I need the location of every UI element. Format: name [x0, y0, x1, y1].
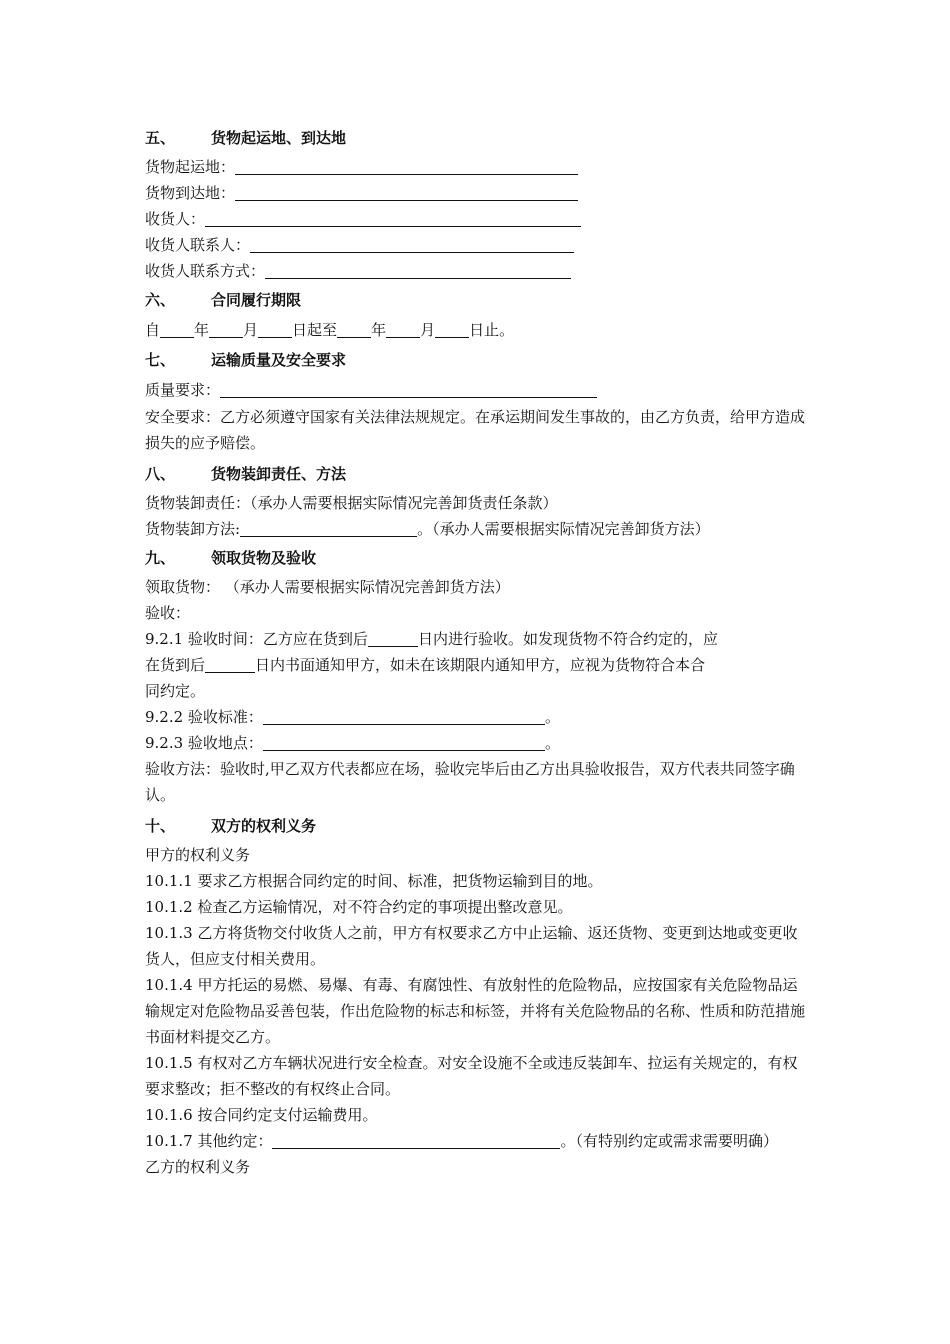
term-text: 年 — [194, 321, 210, 339]
section-6-heading — [145, 284, 810, 316]
origin-label: 货物起运地： — [145, 158, 236, 176]
period: 。 — [544, 708, 560, 726]
term-text: 月 — [420, 321, 436, 339]
clause-10-1-1: 10.1.1 要求乙方根据合同约定的时间、标准，把货物运输到目的地。 — [145, 872, 603, 890]
loading-method-field[interactable] — [240, 518, 417, 537]
consignee-row — [145, 206, 810, 232]
section-10-heading — [145, 810, 810, 842]
inspection-label: 验收： — [145, 604, 191, 622]
party-b-heading: 乙方的权利义务 — [145, 1158, 251, 1176]
inspection-time-line-1 — [145, 626, 810, 652]
contact-row — [145, 232, 810, 258]
section-number: 五、 — [145, 129, 176, 147]
safety-paragraph: 安全要求：乙方必须遵守国家有关法律法规规定。在承运期间发生事故的，由乙方负责，给甲方造成损失的应予赔偿。 — [145, 408, 806, 452]
destination-field[interactable] — [235, 182, 578, 201]
phone-row — [145, 258, 810, 284]
contract-page — [145, 122, 810, 1180]
section-title: 双方的权利义务 — [211, 817, 317, 835]
section-title: 领取货物及验收 — [211, 549, 317, 567]
start-month-field[interactable] — [209, 319, 243, 338]
clause-text: 在货到后 — [145, 656, 206, 674]
destination-row — [145, 180, 810, 206]
origin-field[interactable] — [235, 156, 578, 175]
section-number: 八、 — [145, 465, 176, 483]
clause-10-1-5: 10.1.5 有权对乙方车辆状况进行安全检查。对安全设施不全或违反装卸车、拉运有关规定的，有权要求整改；拒不整改的有权终止合同。 — [145, 1054, 798, 1098]
clause-text: 9.2.1 验收时间：乙方应在货到后 — [145, 630, 368, 648]
section-8-heading — [145, 458, 810, 490]
clause-10-1-2: 10.1.2 检查乙方运输情况，对不符合约定的事项提出整改意见。 — [145, 898, 573, 916]
quality-row — [145, 376, 810, 404]
clause-10-1-4: 10.1.4 甲方托运的易燃、易爆、有毒、有腐蚀性、有放射性的危险物品，应按国家有关危险物品运输规定对危险物品妥善包装，作出危险物的标志和标签，并将有关危险物品的名称、性质和防范措施书面材料提交乙方。 — [145, 976, 806, 1046]
loading-method-note: 。（承办人需要根据实际情况完善卸货方法） — [417, 520, 710, 538]
clause-10-1-6: 10.1.6 按合同约定支付运输费用。 — [145, 1106, 378, 1124]
clause-text: 日内书面通知甲方，如未在该期限内通知甲方，应视为货物符合本合 — [255, 656, 706, 674]
origin-row — [145, 154, 810, 180]
consignee-label: 收货人： — [145, 210, 206, 228]
end-month-field[interactable] — [386, 319, 420, 338]
term-text: 月 — [243, 321, 259, 339]
quality-field[interactable] — [220, 379, 597, 398]
contact-field[interactable] — [250, 234, 574, 253]
clause-10-1-7 — [145, 1128, 810, 1154]
loading-method-label: 货物装卸方法: — [145, 520, 241, 538]
phone-label: 收货人联系方式： — [145, 262, 266, 280]
clause-text: 日内进行验收。如发现货物不符合约定的，应 — [417, 630, 718, 648]
inspection-place-field[interactable] — [263, 732, 545, 751]
inspection-place-row — [145, 730, 810, 756]
section-title: 货物装卸责任、方法 — [211, 465, 347, 483]
inspection-standard-field[interactable] — [263, 706, 545, 725]
other-terms-note: 。（有特别约定或需求需要明确） — [560, 1132, 778, 1150]
section-title: 运输质量及安全要求 — [211, 351, 347, 369]
end-day-field[interactable] — [435, 319, 469, 338]
inspection-time-line-2 — [145, 652, 810, 678]
consignee-field[interactable] — [205, 208, 581, 227]
start-day-field[interactable] — [258, 319, 292, 338]
section-7-heading — [145, 344, 810, 376]
contact-label: 收货人联系人： — [145, 236, 251, 254]
period: 。 — [544, 734, 560, 752]
inspection-standard-row — [145, 704, 810, 730]
quality-label: 质量要求： — [145, 381, 221, 399]
section-number: 九、 — [145, 549, 176, 567]
section-9-heading — [145, 542, 810, 574]
receive-goods-row: 领取货物： （承办人需要根据实际情况完善卸货方法） — [145, 578, 510, 596]
term-text: 年 — [371, 321, 387, 339]
section-5-heading — [145, 122, 810, 154]
section-number: 十、 — [145, 817, 176, 835]
loading-method-row — [145, 516, 810, 542]
inspection-method-paragraph: 验收方法：验收时,甲乙双方代表都应在场，验收完毕后由乙方出具验收报告，双方代表共同签字确认。 — [145, 760, 795, 804]
term-text: 自 — [145, 321, 161, 339]
notice-days-field[interactable] — [205, 654, 255, 673]
term-text: 日起至 — [292, 321, 338, 339]
end-year-field[interactable] — [337, 319, 371, 338]
other-terms-label: 10.1.7 其他约定： — [145, 1132, 273, 1150]
section-title: 货物起运地、到达地 — [211, 129, 347, 147]
destination-label: 货物到达地： — [145, 184, 236, 202]
inspection-place-label: 9.2.3 验收地点： — [145, 734, 263, 752]
term-row — [145, 316, 810, 344]
clause-10-1-3: 10.1.3 乙方将货物交付收货人之前，甲方有权要求乙方中止运输、返还货物、变更到达地或变更收货人，但应支付相关费用。 — [145, 924, 798, 968]
inspection-days-field[interactable] — [368, 628, 418, 647]
loading-duty-row: 货物装卸责任：（承办人需要根据实际情况完善卸货责任条款） — [145, 494, 558, 512]
term-text: 日止。 — [469, 321, 515, 339]
party-a-heading: 甲方的权利义务 — [145, 846, 251, 864]
inspection-standard-label: 9.2.2 验收标准： — [145, 708, 263, 726]
section-number: 六、 — [145, 291, 176, 309]
inspection-time-line-3: 同约定。 — [145, 682, 206, 700]
phone-field[interactable] — [265, 260, 571, 279]
start-year-field[interactable] — [160, 319, 194, 338]
other-terms-field[interactable] — [272, 1130, 560, 1149]
section-title: 合同履行期限 — [211, 291, 302, 309]
section-number: 七、 — [145, 351, 176, 369]
